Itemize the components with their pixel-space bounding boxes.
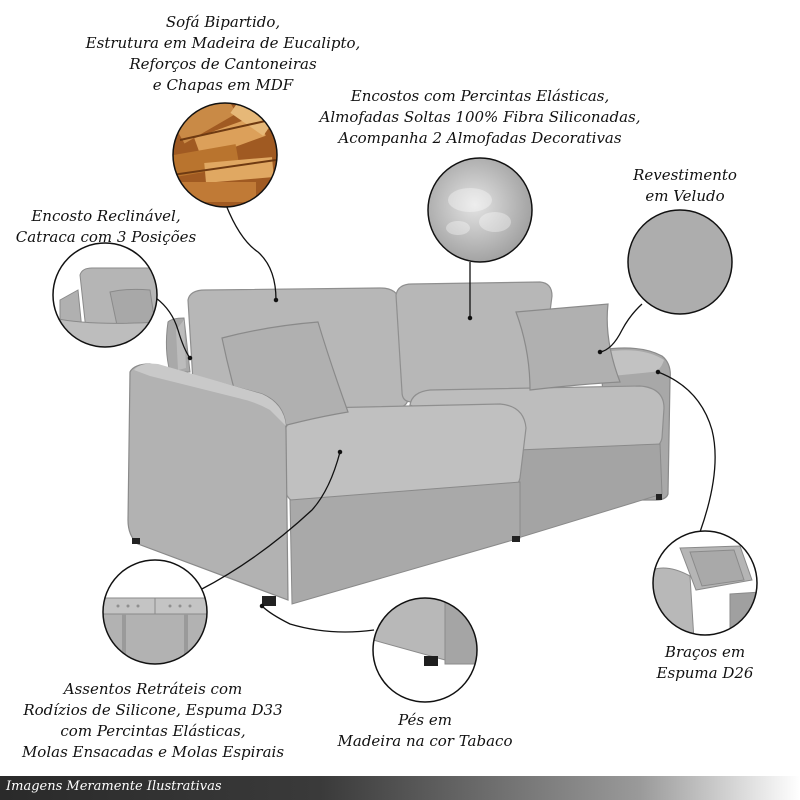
wood-structure-detail bbox=[167, 94, 280, 210]
callout-reclinavel: Encosto Reclinável, Catraca com 3 Posições bbox=[15, 207, 197, 246]
foot bbox=[656, 494, 662, 500]
callout-encostos: Encostos com Percintas Elásticas, Almofadas Soltas 100% Fibra Siliconadas, Acompanha 2 Almofadas Decorativas bbox=[319, 87, 641, 147]
arm-foam-detail bbox=[652, 531, 760, 640]
pillow-right bbox=[516, 304, 620, 390]
foot bbox=[262, 596, 276, 606]
foot bbox=[512, 536, 520, 542]
wooden-feet-detail bbox=[373, 598, 478, 702]
callout-bracos: Braços em Espuma D26 bbox=[656, 643, 754, 682]
callout-pes: Pés em Madeira na cor Tabaco bbox=[337, 711, 513, 750]
reclining-back-detail bbox=[53, 243, 160, 350]
callout-assentos: Assentos Retráteis com Rodízios de Silicone, Espuma D33 com Percintas Elásticas, Molas Ensacadas e Molas Espirais bbox=[21, 680, 285, 761]
foot bbox=[132, 538, 140, 544]
velvet-detail bbox=[628, 210, 732, 314]
callout-estrutura: Sofá Bipartido, Estrutura em Madeira de Eucalipto, Reforços de Cantoneiras e Chapas em MDF bbox=[85, 13, 361, 94]
retractable-seat-detail bbox=[103, 560, 207, 664]
sofa bbox=[128, 282, 670, 606]
callout-revestimento: Revestimento em Veludo bbox=[633, 166, 737, 205]
fiber-foam-detail bbox=[428, 158, 532, 262]
footer-bar bbox=[0, 776, 800, 800]
disclaimer-text: Imagens Meramente Ilustrativas bbox=[6, 779, 222, 794]
